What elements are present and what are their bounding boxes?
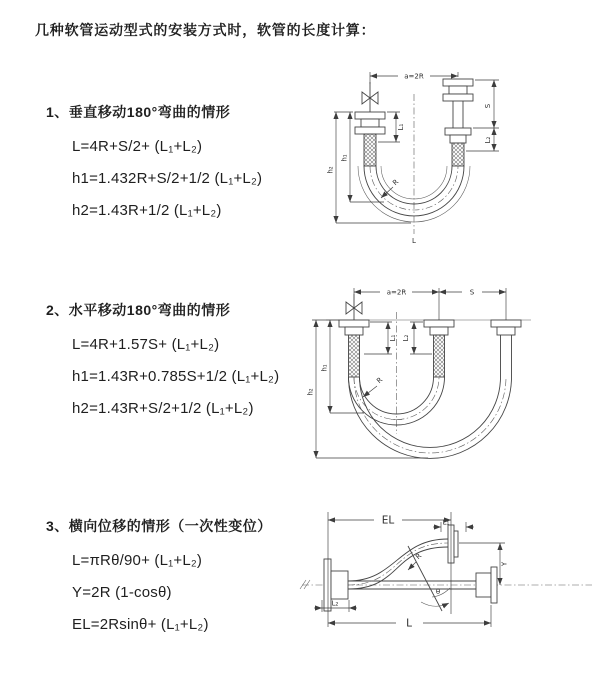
dim-label-h1: h₁ (320, 364, 329, 372)
diagram-horizontal-180-bend (306, 282, 596, 467)
length-label: L (406, 617, 412, 630)
dim-label-h2: h₂ (326, 166, 335, 174)
formula-length: L=4R+S/2+ (L₁+L₂) (72, 138, 203, 155)
dim-label-a2r: a=2R (386, 288, 407, 297)
dim-label-h1: h₁ (340, 154, 349, 162)
moved-end-fitting (491, 320, 521, 377)
theta-label: θ (435, 588, 441, 596)
formula-length: L=4R+1.57S+ (L₁+L₂) (72, 336, 220, 353)
dim-label-l2: L₂ (484, 136, 492, 144)
dimension-lines (307, 288, 507, 458)
radius-label: R (391, 177, 401, 188)
centerline-break-icon (300, 580, 310, 589)
left-end-fitting (355, 82, 385, 166)
formula-y: Y=2R (1-cosθ) (72, 584, 172, 601)
middle-end-fitting (424, 320, 454, 377)
dim-label-l2: L₂ (402, 334, 410, 342)
dim-label-s: S (469, 288, 475, 297)
dim-label-s: S (484, 103, 492, 109)
displaced-position-flange (448, 525, 458, 563)
formula-length: L=πRθ/90+ (L₁+L₂) (72, 552, 203, 569)
rotated-axis-line (408, 546, 442, 611)
diagram-vertical-180-bend (308, 66, 593, 266)
right-end-fitting (443, 79, 473, 166)
radius-label: R (414, 551, 424, 562)
section-1-heading: 1、垂直移动180°弯曲的情形 (46, 104, 231, 120)
formula-h1: h1=1.432R+S/2+1/2 (L₁+L₂) (72, 170, 263, 187)
section-2-heading: 2、水平移动180°弯曲的情形 (46, 302, 231, 318)
dim-label-y: Y (500, 561, 509, 567)
formula-h1: h1=1.43R+0.785S+1/2 (L₁+L₂) (72, 368, 280, 385)
diagram-lateral-displacement (296, 496, 600, 660)
radius-label: R (375, 375, 385, 386)
length-label: L (412, 237, 416, 245)
dim-label-l1: L₁ (397, 123, 405, 131)
section-3-heading: 3、横向位移的情形（一次性变位） (46, 518, 272, 534)
formula-h2: h2=1.43R+1/2 (L₁+L₂) (72, 202, 222, 219)
section-vertical-180 (46, 102, 262, 232)
dim-label-l1: L₁ (389, 334, 397, 342)
dim-label-l1: L₁ (442, 518, 450, 527)
original-position-flange (476, 567, 497, 603)
dim-label-l2: L₂ (331, 599, 339, 608)
left-end-fitting (339, 294, 369, 377)
dim-label-el: EL (381, 514, 395, 527)
section-lateral-displacement (46, 516, 272, 646)
formula-h2: h2=1.43R+S/2+1/2 (L₁+L₂) (72, 400, 254, 417)
dim-label-h2: h₂ (306, 388, 315, 396)
swing-arrow (421, 602, 449, 606)
dim-label-a2r: a=2R (404, 72, 424, 81)
page-title: 几种软管运动型式的安装方式时，软管的长度计算： (35, 22, 376, 38)
formula-el: EL=2Rsinθ+ (L₁+L₂) (72, 616, 209, 633)
section-horizontal-180 (46, 300, 279, 430)
